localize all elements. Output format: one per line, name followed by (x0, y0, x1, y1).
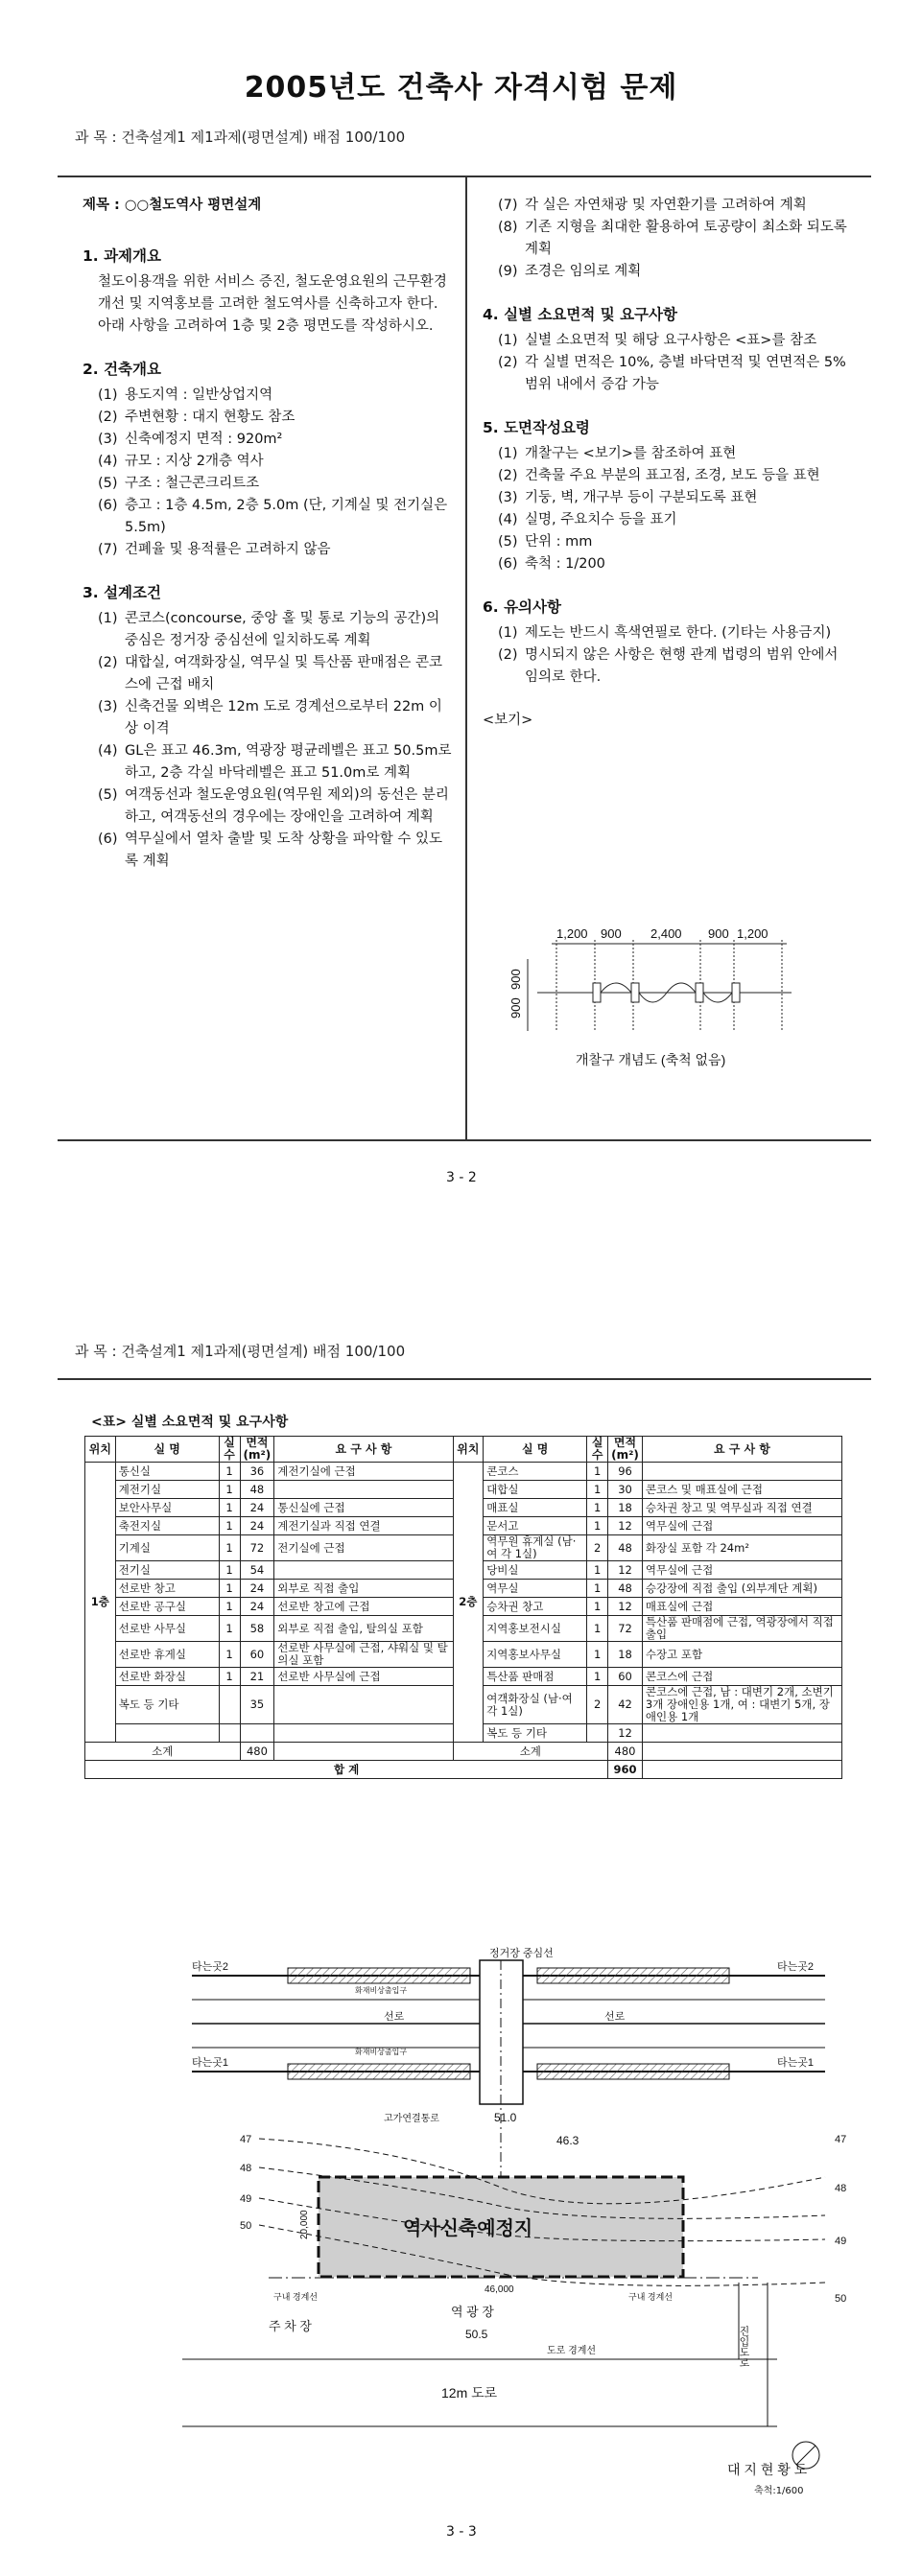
section-heading: 1. 과제개요 (83, 247, 161, 265)
access-road-label: 진입도로 (738, 2326, 749, 2368)
table-cell: 1 (219, 1580, 240, 1598)
table-cell: 24 (240, 1499, 274, 1517)
table-cell: 1 (587, 1642, 608, 1668)
table-cell: 21 (240, 1668, 274, 1686)
list-item: (4) GL은 표고 46.3m, 역광장 평균레벨은 표고 50.5m로 하고, 2층 각실 바닥레벨은 표고 51.0m로 계획 (98, 743, 452, 781)
table-cell: 1 (587, 1463, 608, 1481)
table-cell: 선로반 화장실 (115, 1668, 219, 1686)
table-cell: 54 (240, 1561, 274, 1580)
parking-label: 주 차 장 (269, 2319, 312, 2333)
table-cell: 72 (608, 1616, 643, 1642)
page-number: 3 - 3 (446, 2524, 477, 2540)
level-463: 46.3 (556, 2134, 579, 2147)
list-item: (2) 명시되지 않은 사항은 현행 관계 법령의 범위 안에서 임의로 한다. (498, 647, 839, 685)
subject-line: 과 목 : 건축설계1 제1과제(평면설계) 배점 100/100 (75, 1343, 406, 1360)
list-item: (3) 신축예정지 면적 : 920m² (98, 432, 283, 447)
table-cell: 1 (587, 1616, 608, 1642)
list-item: (5) 단위 : mm (498, 534, 593, 550)
table-cell: 1 (587, 1668, 608, 1686)
table-cell: 승차권 창고 (484, 1598, 587, 1616)
section-heading: 4. 실별 소요면적 및 요구사항 (483, 306, 677, 323)
list-item: (1) 콘코스(concourse, 중앙 홀 및 통로 기능의 공간)의 중심은 정거장 중심선에 일치하도록 계획 (98, 611, 440, 648)
table-cell: 승차권 창고 및 역무실과 직접 연결 (642, 1499, 841, 1517)
total-value: 960 (608, 1761, 643, 1779)
table-cell: 승강장에 직접 출입 (외부계단 계획) (642, 1580, 841, 1598)
table-header-row: 위치 실 명 실수 면적(m²) 요 구 사 항 위치 실 명 실수 면적(m²) 요 구 사 항 (85, 1437, 842, 1463)
platform2-right: 타는곳2 (777, 1961, 814, 1973)
road-label: 12m 도로 (441, 2385, 498, 2400)
list-item: (4) 실명, 주요치수 등을 표기 (498, 512, 677, 527)
table-cell: 35 (240, 1686, 274, 1724)
gate-dim-2: 2,400 (650, 926, 682, 941)
table-cell: 36 (240, 1463, 274, 1481)
site-plan-scale: 축척:1/600 (754, 2486, 804, 2496)
table-cell: 2 (587, 1686, 608, 1724)
table-cell: 72 (240, 1535, 274, 1561)
table-cell: 1 (219, 1616, 240, 1642)
fire-exit-label: 화재비상출입구 (355, 1986, 408, 1995)
list-item: (6) 축척 : 1/200 (498, 556, 605, 572)
table-cell: 12 (608, 1517, 643, 1535)
top-divider (58, 176, 871, 177)
list-item: (8) 기존 지형을 최대한 활용하여 토공량이 최소화 되도록 계획 (498, 220, 847, 257)
table-cell: 1 (219, 1668, 240, 1686)
contour-47: 47 (240, 2134, 252, 2145)
contour-50: 50 (835, 2293, 847, 2305)
table-cell: 외부로 직접 출입 (274, 1580, 453, 1598)
table-cell: 1 (219, 1499, 240, 1517)
contour-50: 50 (240, 2220, 252, 2232)
table-cell: 특산품 판매점에 근접, 역광장에서 직접 출입 (642, 1616, 841, 1642)
table-cell: 18 (608, 1642, 643, 1668)
table-cell: 콘코스에 근접, 남 : 대변기 2개, 소변기 3개 장애인용 1개, 여 : 대변기 5개, 장애인용 1개 (642, 1686, 841, 1724)
list-item: (7) 건폐율 및 용적률은 고려하지 않음 (98, 542, 331, 557)
site-plan (163, 1947, 873, 2484)
list-item: (1) 개찰구는 <보기>를 참조하여 표현 (498, 446, 737, 461)
table-cell: 여객화장실 (남·여 각 1실) (484, 1686, 587, 1724)
table-cell: 통신실 (115, 1463, 219, 1481)
gate-vdim-1: 900 (508, 997, 523, 1019)
table-title: <표> 실별 소요면적 및 요구사항 (91, 1415, 289, 1430)
list-item: (5) 구조 : 철근콘크리트조 (98, 476, 260, 491)
table-cell: 1 (219, 1535, 240, 1561)
column-divider (465, 176, 467, 1139)
track-label: 선로 (604, 2011, 626, 2023)
table-cell: 12 (608, 1598, 643, 1616)
table-cell: 1 (587, 1517, 608, 1535)
table-cell: 콘코스에 근접 (642, 1668, 841, 1686)
table-cell: 1 (219, 1481, 240, 1499)
table-cell: 축전지실 (115, 1517, 219, 1535)
table-cell: 역무실에 근접 (642, 1517, 841, 1535)
table-cell: 특산품 판매점 (484, 1668, 587, 1686)
table-cell (587, 1724, 608, 1743)
plaza-label: 역 광 장 (451, 2305, 494, 2319)
table-cell: 24 (240, 1580, 274, 1598)
list-item: (9) 조경은 임의로 계획 (498, 264, 642, 279)
requirements-table (84, 1436, 842, 1779)
table-cell: 역무원 휴게실 (남·여 각 1실) (484, 1535, 587, 1561)
floor-label: 2층 (453, 1463, 484, 1743)
total-label: 합 계 (85, 1761, 608, 1779)
table-cell (274, 1724, 453, 1743)
platform1-right: 타는곳1 (777, 2057, 814, 2069)
table-cell: 58 (240, 1616, 274, 1642)
table-cell (115, 1724, 219, 1743)
table-cell: 30 (608, 1481, 643, 1499)
contour-48: 48 (240, 2163, 252, 2174)
section-heading: 3. 설계조건 (83, 584, 161, 601)
left-column (83, 195, 452, 873)
contour-49: 49 (240, 2193, 252, 2205)
platform1-left: 타는곳1 (192, 2057, 228, 2069)
table-cell: 당비실 (484, 1561, 587, 1580)
gate-dim-0: 1,200 (556, 926, 588, 941)
gate-diagram (499, 921, 844, 1084)
level-510: 51.0 (494, 2111, 517, 2124)
road-boundary: 도로 경계선 (547, 2346, 597, 2356)
table-cell: 지역홍보사무실 (484, 1642, 587, 1668)
table-cell (219, 1724, 240, 1743)
table-cell (219, 1686, 240, 1724)
site-area-label: 역사신축예정지 (403, 2218, 533, 2239)
list-item: (3) 기둥, 벽, 개구부 등이 구분되도록 표현 (498, 490, 758, 505)
page-number: 3 - 2 (446, 1170, 477, 1185)
table-cell (274, 1686, 453, 1724)
table-cell: 1 (219, 1561, 240, 1580)
table-cell (642, 1724, 841, 1743)
section-heading: 2. 건축개요 (83, 361, 161, 378)
table-cell: 지역홍보전시실 (484, 1616, 587, 1642)
list-item: (3) 신축건물 외벽은 12m 도로 경계선으로부터 22m 이상 이격 (98, 699, 442, 737)
boundary-left: 구내 경계선 (273, 2292, 318, 2302)
subject-line: 과 목 : 건축설계1 제1과제(평면설계) 배점 100/100 (75, 129, 406, 146)
subtotal-value: 480 (608, 1743, 643, 1761)
gate-dim-3: 900 (708, 926, 729, 941)
contour-49: 49 (835, 2236, 847, 2247)
table-cell: 역무실 (484, 1580, 587, 1598)
table-cell: 대합실 (484, 1481, 587, 1499)
section-heading: 5. 도면작성요령 (483, 419, 590, 436)
table-cell: 복도 등 기타 (115, 1686, 219, 1724)
table-cell: 1 (219, 1642, 240, 1668)
section-body: 아래 사항을 고려하여 1층 및 2층 평면도를 작성하시오. (98, 318, 434, 334)
gate-vdim-0: 900 (508, 969, 523, 990)
list-item: (6) 층고 : 1층 4.5m, 2층 5.0m (단, 기계실 및 전기실은 5.5m) (98, 498, 448, 535)
table-cell: 콘코스 및 매표실에 근접 (642, 1481, 841, 1499)
table-cell: 24 (240, 1517, 274, 1535)
table-cell: 48 (240, 1481, 274, 1499)
table-cell: 복도 등 기타 (484, 1724, 587, 1743)
table-cell: 1 (587, 1580, 608, 1598)
table-cell: 18 (608, 1499, 643, 1517)
list-item: (1) 제도는 반드시 흑색연필로 한다. (기타는 사용금지) (498, 625, 832, 641)
table-cell: 보안사무실 (115, 1499, 219, 1517)
table-cell: 2 (587, 1535, 608, 1561)
gate-caption: 개찰구 개념도 (축척 없음) (576, 1052, 726, 1067)
table-cell: 통신실에 근접 (274, 1499, 453, 1517)
table-cell: 외부로 직접 출입, 탈의실 포함 (274, 1616, 453, 1642)
contour-48: 48 (835, 2183, 847, 2194)
subtotal-row (85, 1743, 842, 1761)
table-cell: 계전기실에 근접 (274, 1463, 453, 1481)
table-cell: 콘코스 (484, 1463, 587, 1481)
dim-height: 20,000 (299, 2210, 310, 2239)
list-item: (4) 규모 : 지상 2개층 역사 (98, 454, 264, 469)
table-cell: 1 (219, 1598, 240, 1616)
track-label: 선로 (384, 2011, 405, 2023)
floor-label: 1층 (85, 1463, 116, 1743)
table-cell: 48 (608, 1535, 643, 1561)
table-cell: 계전기실과 직접 연결 (274, 1517, 453, 1535)
table-cell: 42 (608, 1686, 643, 1724)
right-column (483, 195, 852, 732)
example-label: <보기> (483, 713, 533, 728)
table-cell: 매표실 (484, 1499, 587, 1517)
table-cell: 수장고 포함 (642, 1642, 841, 1668)
table-cell: 문서고 (484, 1517, 587, 1535)
problem-title: 제목 : ○○철도역사 평면설계 (83, 198, 262, 213)
table-cell: 선로반 사무실에 근접, 샤워실 및 탈의실 포함 (274, 1642, 453, 1668)
section-heading: 6. 유의사항 (483, 598, 561, 616)
station-center-label: 정거장 중심선 (489, 1948, 554, 1959)
table-cell: 전기실에 근접 (274, 1535, 453, 1561)
table-cell: 화장실 포함 각 24m² (642, 1535, 841, 1561)
list-item: (2) 주변현황 : 대지 현황도 참조 (98, 410, 296, 425)
table-cell (274, 1481, 453, 1499)
table-cell: 1 (587, 1561, 608, 1580)
gate-dim-1: 900 (601, 926, 622, 941)
subtotal-label: 소계 (85, 1743, 241, 1761)
list-item: (2) 각 실별 면적은 10%, 층별 바닥면적 및 연면적은 5% 범위 내에서 증감 가능 (498, 355, 846, 392)
table-cell: 12 (608, 1724, 643, 1743)
table-cell: 1 (587, 1598, 608, 1616)
table-cell: 기계실 (115, 1535, 219, 1561)
table-cell: 96 (608, 1463, 643, 1481)
list-item: (2) 건축물 주요 부분의 표고점, 조경, 보도 등을 표현 (498, 468, 820, 483)
table-cell: 선로반 공구실 (115, 1598, 219, 1616)
list-item: (7) 각 실은 자연채광 및 자연환기를 고려하여 계획 (498, 198, 807, 213)
list-item: (6) 역무실에서 열차 출발 및 도착 상황을 파악할 수 있도록 계획 (98, 831, 443, 869)
table-cell: 60 (608, 1668, 643, 1686)
contour-47: 47 (835, 2134, 847, 2145)
table-cell: 12 (608, 1561, 643, 1580)
subtotal-value: 480 (240, 1743, 274, 1761)
list-item: (1) 실별 소요면적 및 해당 요구사항은 <표>를 참조 (498, 333, 817, 348)
table-cell: 1 (219, 1517, 240, 1535)
table-cell: 60 (240, 1642, 274, 1668)
table-cell: 1 (587, 1481, 608, 1499)
list-item: (5) 여객동선과 철도운영요원(역무원 제외)의 동선은 분리하고, 여객동선의 경우에는 장애인을 고려하여 계획 (98, 787, 449, 825)
table-cell: 계전기실 (115, 1481, 219, 1499)
total-row (85, 1761, 842, 1779)
table-cell: 1 (587, 1499, 608, 1517)
table-cell: 매표실에 근접 (642, 1598, 841, 1616)
section-body: 철도이용객을 위한 서비스 증진, 철도운영요원의 근무환경개선 및 지역홍보를 고려한 철도역사를 신축하고자 한다. (98, 274, 447, 312)
page-title: 2005년도 건축사 자격시험 문제 (244, 71, 678, 105)
overpass-label: 고가연결통로 (384, 2114, 439, 2124)
platform2-left: 타는곳2 (192, 1961, 228, 1973)
table-cell: 선로반 창고 (115, 1580, 219, 1598)
list-item: (2) 대합실, 여객화장실, 역무실 및 특산품 판매점은 콘코스에 근접 배치 (98, 655, 443, 692)
table-cell (274, 1561, 453, 1580)
bottom-divider (58, 1139, 871, 1141)
fire-exit-label: 화재비상출입구 (355, 2048, 408, 2056)
dim-width: 46,000 (485, 2284, 514, 2295)
table-cell: 역무실에 근접 (642, 1561, 841, 1580)
table-row (85, 1463, 842, 1481)
table-cell: 24 (240, 1598, 274, 1616)
table-cell: 선로반 사무실 (115, 1616, 219, 1642)
top-divider (58, 1378, 871, 1380)
table-cell (240, 1724, 274, 1743)
table-cell: 선로반 창고에 근접 (274, 1598, 453, 1616)
boundary-right: 구내 경계선 (628, 2292, 673, 2302)
table-cell: 선로반 사무실에 근접 (274, 1668, 453, 1686)
subtotal-label: 소계 (453, 1743, 608, 1761)
table-cell: 48 (608, 1580, 643, 1598)
list-item: (1) 용도지역 : 일반상업지역 (98, 387, 273, 403)
level-505: 50.5 (465, 2328, 488, 2341)
table-cell: 선로반 휴게실 (115, 1642, 219, 1668)
table-cell (642, 1463, 841, 1481)
table-cell: 1 (219, 1463, 240, 1481)
gate-dim-4: 1,200 (737, 926, 768, 941)
table-cell: 전기실 (115, 1561, 219, 1580)
site-plan-title: 대 지 현 황 도 (727, 2462, 808, 2477)
